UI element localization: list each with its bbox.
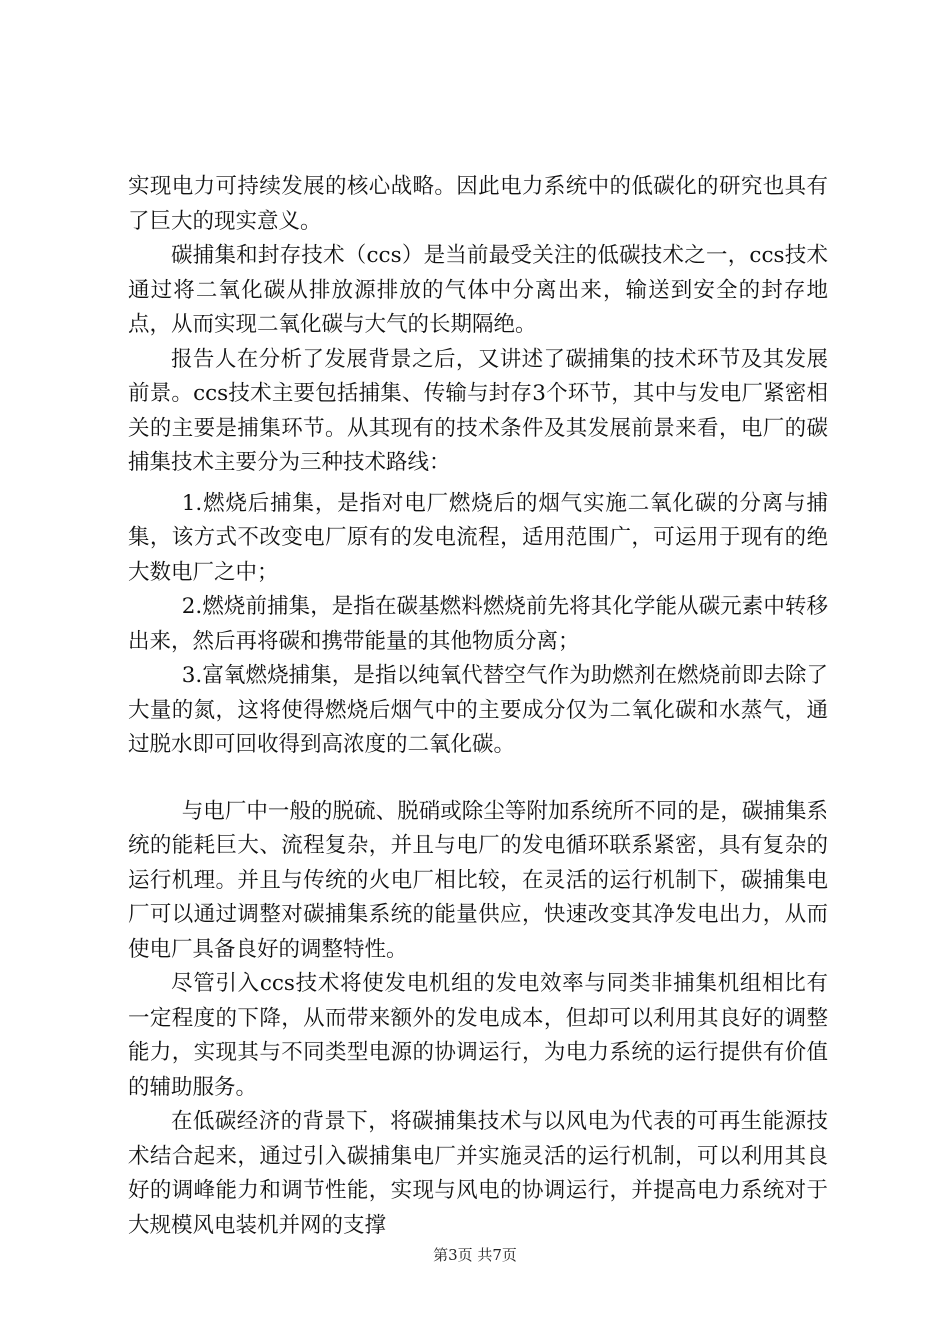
list-item-pre-combustion: 2.燃烧前捕集，是指在碳基燃料燃烧前先将其化学能从碳元素中转移出来，然后再将碳和携带能量的其他物质分离； — [128, 594, 828, 654]
paragraph-ccs-efficiency: 尽管引入ccs技术将使发电机组的发电效率与同类非捕集机组相比有一定程度的下降，从而带来额外的发电成本，但却可以利用其良好的调整能力，实现其与不同类型电源的协调运行，为电力系统的运行提供有价值的辅助服务。 — [128, 971, 828, 1100]
paragraph-capture-routes: 报告人在分析了发展背景之后，又讲述了碳捕集的技术环节及其发展前景。ccs技术主要包括捕集、传输与封存3个环节，其中与发电厂紧密相关的主要是捕集环节。从其现有的技术条件及其发展前景来看，电厂的碳捕集技术主要分为三种技术路线： — [128, 346, 828, 475]
list-item-oxyfuel: 3.富氧燃烧捕集，是指以纯氧代替空气作为助燃剂在燃烧前即去除了大量的氮，这将使得燃烧后烟气中的主要成分仅为二氧化碳和水蒸气，通过脱水即可回收得到高浓度的二氧化碳。 — [128, 663, 828, 757]
document-body — [128, 170, 828, 1243]
page-number-footer: 第3页 共7页 — [433, 1246, 517, 1264]
paragraph-ccs-intro: 碳捕集和封存技术（ccs）是当前最受关注的低碳技术之一，ccs技术通过将二氧化碳从排放源排放的气体中分离出来，输送到安全的封存地点，从而实现二氧化碳与大气的长期隔绝。 — [128, 243, 828, 337]
paragraph-capture-system: 与电厂中一般的脱硫、脱硝或除尘等附加系统所不同的是，碳捕集系统的能耗巨大、流程复杂，并且与电厂的发电循环联系紧密，具有复杂的运行机理。并且与传统的火电厂相比较，在灵活的运行机制下，碳捕集电厂可以通过调整对碳捕集系统的能量供应，快速改变其净发电出力，从而使电厂具备良好的调整特性。 — [128, 798, 828, 962]
paragraph-wind-coordination: 在低碳经济的背景下，将碳捕集技术与以风电为代表的可再生能源技术结合起来，通过引入碳捕集电厂并实施灵活的运行机制，可以利用其良好的调峰能力和调节性能，实现与风电的协调运行，并提高电力系统对于大规模风电装机并网的支撑 — [128, 1109, 828, 1238]
paragraph-continuation: 实现电力可持续发展的核心战略。因此电力系统中的低碳化的研究也具有了巨大的现实意义。 — [128, 174, 828, 234]
list-item-post-combustion: 1.燃烧后捕集，是指对电厂燃烧后的烟气实施二氧化碳的分离与捕集，该方式不改变电厂原有的发电流程，适用范围广，可运用于现有的绝大数电厂之中； — [128, 490, 828, 585]
